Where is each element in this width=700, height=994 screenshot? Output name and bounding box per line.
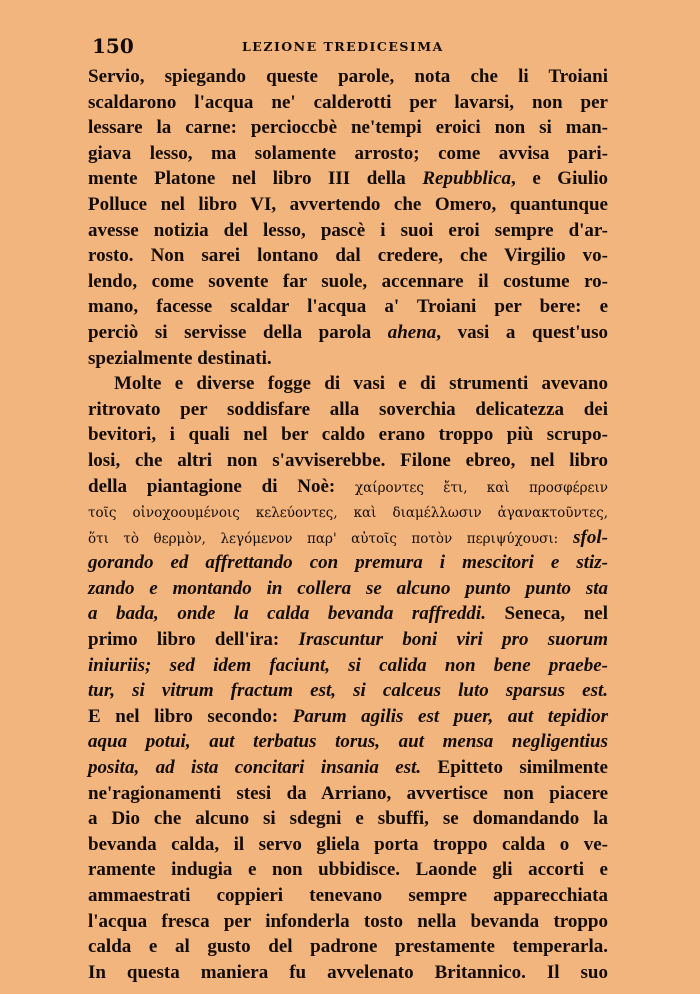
text-span: calda e al gusto del padrone prestamente temperarla.	[88, 936, 608, 958]
text-span: Molte e diverse fogge di vasi e di strumenti avevano	[114, 373, 608, 395]
page-number: 150	[92, 34, 134, 58]
text-line	[88, 934, 608, 960]
text-line	[88, 346, 608, 372]
text-span: rosto. Non sarei lontano dal credere, che Virgilio vo-	[88, 245, 608, 267]
greek-text: χαίροντες ἔτι, καὶ προσφέρειν	[355, 479, 608, 496]
text-line	[88, 474, 608, 500]
text-span: ritrovato per soddisfare alla soverchia delicatezza dei	[88, 398, 608, 420]
text-line	[88, 115, 608, 141]
text-span: perciò si servisse della parola	[88, 321, 388, 343]
text-line	[88, 576, 608, 602]
text-span: primo libro dell'ira:	[88, 629, 299, 651]
text-line	[88, 627, 608, 653]
text-span: bevitori, i quali nel ber caldo erano troppo più scrupo-	[88, 424, 608, 446]
italic-text: gorando ed affrettando con premura i mescitori e stiz-	[88, 552, 608, 574]
text-span: Servio, spiegando queste parole, nota che li Troiani	[88, 66, 608, 87]
text-line	[88, 653, 608, 679]
italic-text: Repubblica	[422, 168, 512, 190]
text-line	[88, 755, 608, 781]
text-line	[88, 832, 608, 858]
text-span: mano, facesse scaldar l'acqua a' Troiani per bere: e	[88, 296, 608, 318]
text-span: lendo, come sovente far suole, accennare il costume ro-	[88, 270, 608, 292]
running-head: LEZIONE TREDICESIMA	[242, 39, 444, 54]
text-span: losi, che altri non s'avviserebbe. Filone ebreo, nel libro	[88, 449, 608, 471]
greek-text: τοῖς οἰνοχοουμένοις κελεύοντες, καὶ διαμέλλωσιν ἀγανακτοῦντες,	[88, 505, 608, 522]
text-line	[88, 678, 608, 704]
italic-text: zando e montando in collera se alcuno punto punto sta	[88, 577, 608, 599]
text-line	[88, 883, 608, 909]
text-line	[88, 64, 608, 90]
text-span: E nel libro secondo:	[88, 705, 293, 727]
page-header	[88, 34, 608, 64]
text-line	[88, 550, 608, 576]
italic-text: posita, ad ista concitari insania est.	[88, 757, 422, 779]
text-span: avesse notizia del lesso, pascè i suoi eroi sempre d'ar-	[88, 219, 608, 241]
text-line	[88, 960, 608, 986]
italic-text: iniuriis; sed idem faciunt, si calida non bene praebe-	[88, 654, 608, 676]
body-text	[88, 64, 608, 985]
text-span: l'acqua fresca per infonderla tosto nella bevanda troppo	[88, 910, 608, 932]
text-span: , vasi a quest'uso	[436, 321, 608, 343]
greek-text: ὅτι τὸ θερμὸν, λεγόμενον παρ' αὐτοῖς ποτὸν περιψύχουσι:	[88, 530, 559, 547]
text-line	[88, 448, 608, 474]
text-span: Polluce nel libro VI, avvertendo che Omero, quantunque	[88, 193, 608, 215]
text-span: Epitteto similmente	[421, 757, 608, 779]
text-span: a Dio che alcuno si sdegni e sbuffi, se domandando la	[88, 808, 608, 830]
text-span: , e Giulio	[511, 168, 608, 190]
text-span: della piantagione di Noè:	[88, 475, 355, 497]
text-span: ne'ragionamenti stesi da Arriano, avvertisce non piacere	[88, 782, 608, 804]
text-span: Seneca, nel	[485, 603, 608, 625]
text-line	[88, 166, 608, 192]
text-line	[88, 320, 608, 346]
text-line	[88, 269, 608, 295]
italic-text: ahena	[387, 321, 437, 343]
text-line	[88, 729, 608, 755]
text-span: lessare la carne: percioccbè ne'tempi eroici non si man-	[88, 117, 608, 139]
text-line	[88, 397, 608, 423]
text-line	[88, 601, 608, 627]
text-line	[88, 218, 608, 244]
text-line	[88, 857, 608, 883]
text-line	[88, 422, 608, 448]
text-span: mente Platone nel libro III della	[88, 168, 423, 190]
text-span: spezialmente destinati.	[88, 347, 272, 369]
italic-text: tur, si vitrum fractum est, si calceus luto sparsus est.	[88, 680, 608, 702]
text-span: scaldarono l'acqua ne' calderotti per lavarsi, non per	[88, 91, 608, 113]
text-line	[88, 781, 608, 807]
text-line	[88, 499, 608, 525]
text-line	[88, 704, 608, 730]
text-line	[88, 243, 608, 269]
italic-text: Irascuntur boni viri pro suorum	[298, 629, 608, 651]
text-line	[88, 371, 608, 397]
text-span: bevanda calda, il servo gliela porta troppo calda o ve-	[88, 833, 608, 855]
text-line	[88, 192, 608, 218]
text-line	[88, 90, 608, 116]
text-line	[88, 294, 608, 320]
text-line	[88, 525, 608, 551]
italic-text: a bada, onde la calda bevanda raffreddi.	[88, 603, 486, 625]
italic-text: Parum agilis est puer, aut tepidior	[292, 705, 608, 727]
text-span: ramente indugia e non ubbidisce. Laonde gli accorti e	[88, 859, 608, 881]
text-span: giava lesso, ma solamente arrosto; come avvisa pari-	[88, 142, 608, 164]
text-line	[88, 806, 608, 832]
text-line	[88, 909, 608, 935]
text-span: ammaestrati coppieri tenevano sempre apparecchiata	[88, 885, 608, 906]
italic-text: aqua potui, aut terbatus torus, aut mensa negligentius	[88, 731, 608, 753]
text-line	[88, 141, 608, 167]
italic-text: sfol-	[558, 526, 608, 548]
text-span: In questa maniera fu avvelenato Britannico. Il suo	[88, 961, 608, 983]
